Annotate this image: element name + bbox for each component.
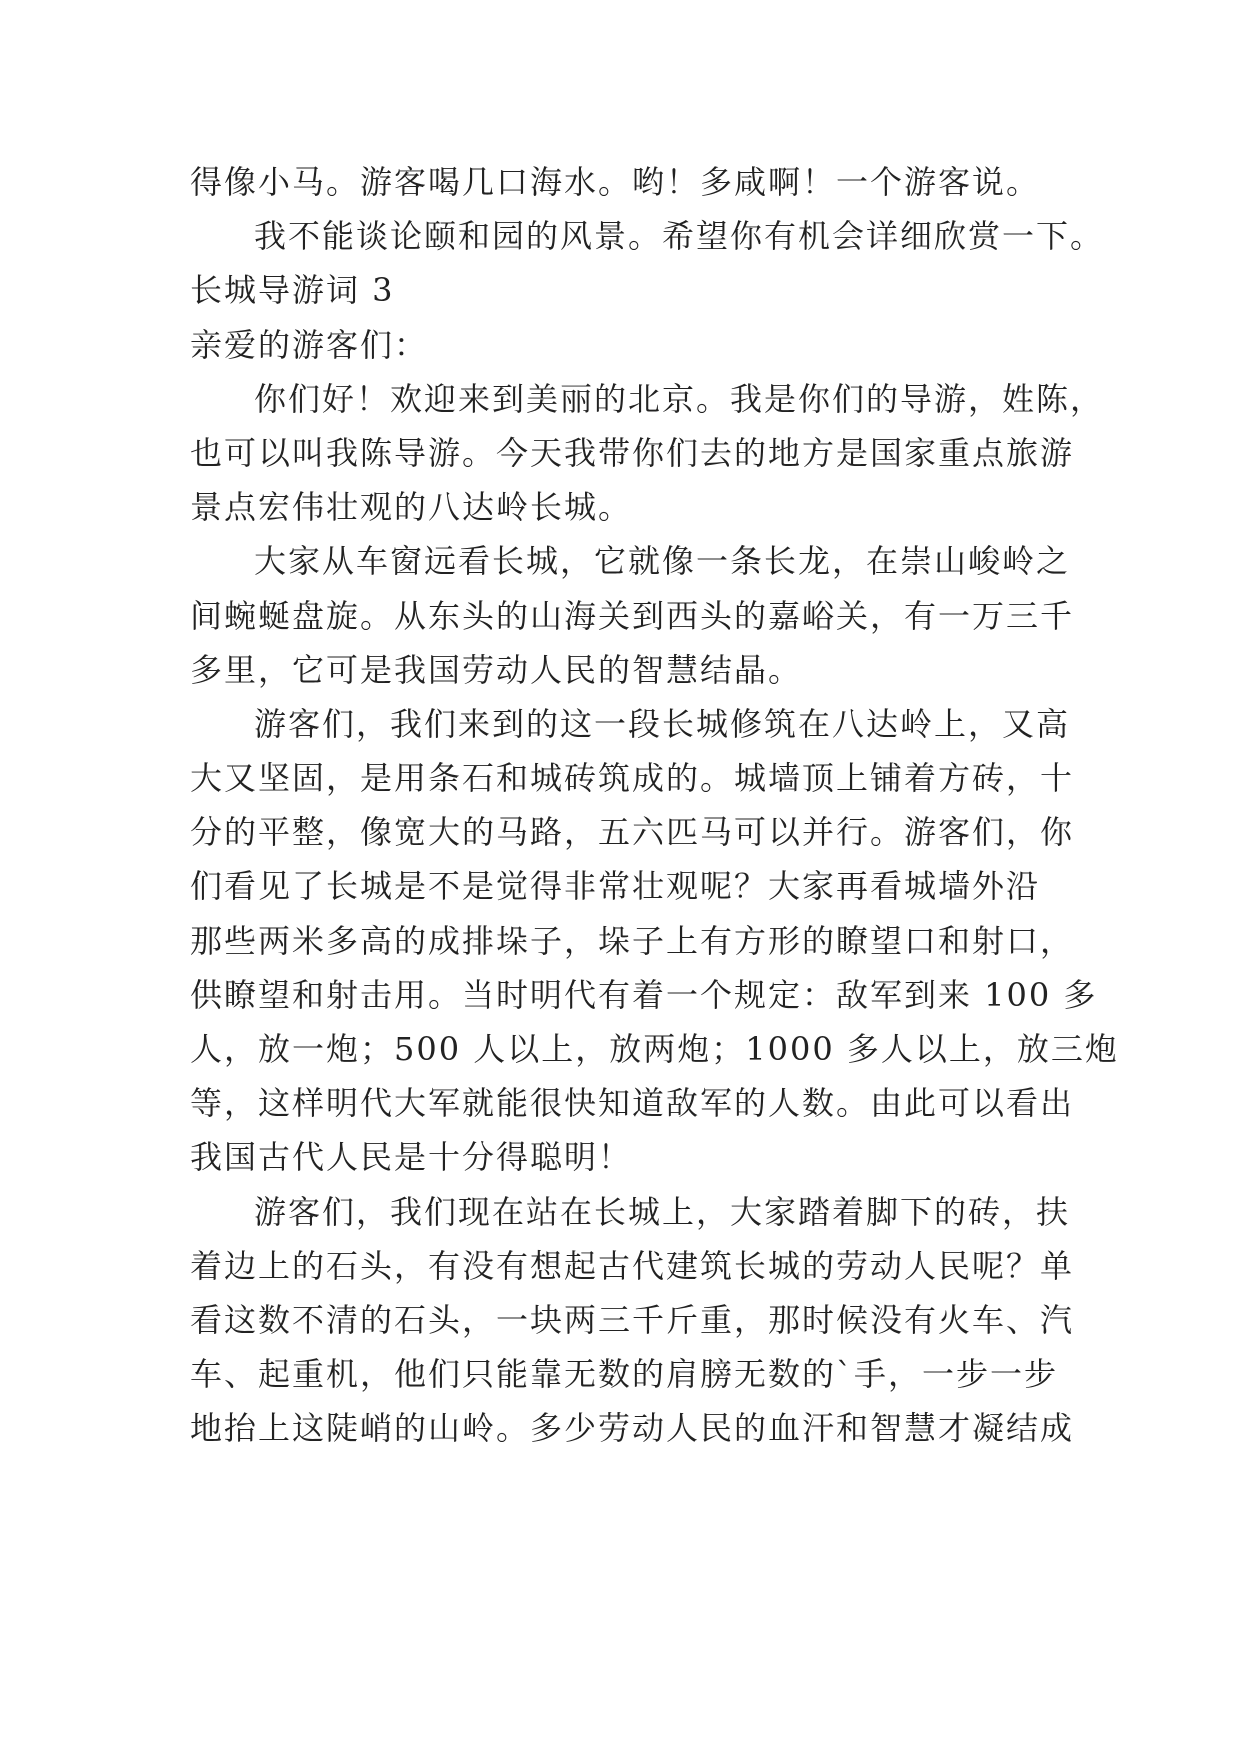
text-line: 供瞭望和射击用。当时明代有着一个规定：敌军到来 100 多 xyxy=(190,975,1098,1014)
text-line: 着边上的石头，有没有想起古代建筑长城的劳动人民呢？单 xyxy=(190,1246,1075,1285)
text-line: 也可以叫我陈导游。今天我带你们去的地方是国家重点旅游 xyxy=(190,433,1075,472)
text-line: 我不能谈论颐和园的风景。希望你有机会详细欣赏一下。 xyxy=(254,217,1105,256)
text-line: 分的平整，像宽大的马路，五六匹马可以并行。游客们，你 xyxy=(190,813,1075,852)
text-line: 多里，它可是我国劳动人民的智慧结晶。 xyxy=(190,650,803,689)
section-heading: 长城导游词 3 xyxy=(190,271,395,310)
text-line: 大又坚固，是用条石和城砖筑成的。城墙顶上铺着方砖，十 xyxy=(190,759,1075,798)
text-line: 游客们，我们来到的这一段长城修筑在八达岭上，又高 xyxy=(254,704,1071,743)
text-line: 游客们，我们现在站在长城上，大家踏着脚下的砖，扶 xyxy=(254,1192,1071,1231)
text-line: 等，这样明代大军就能很快知道敌军的人数。由此可以看出 xyxy=(190,1084,1075,1123)
document-body xyxy=(190,155,1119,1456)
salutation: 亲爱的游客们： xyxy=(190,325,429,364)
text-line: 们看见了长城是不是觉得非常壮观呢？大家再看城墙外沿 xyxy=(190,867,1041,906)
text-line: 看这数不清的石头，一块两三千斤重，那时候没有火车、汽 xyxy=(190,1300,1075,1339)
text-line: 地抬上这陡峭的山岭。多少劳动人民的血汗和智慧才凝结成 xyxy=(190,1409,1075,1448)
text-line: 我国古代人民是十分得聪明！ xyxy=(190,1138,633,1177)
text-line: 人，放一炮；500 人以上，放两炮；1000 多人以上，放三炮 xyxy=(190,1030,1119,1068)
text-line: 大家从车窗远看长城，它就像一条长龙，在崇山峻岭之 xyxy=(254,542,1071,581)
text-line: 那些两米多高的成排垛子，垛子上有方形的瞭望口和射口， xyxy=(190,921,1075,960)
text-line: 间蜿蜒盘旋。从东头的山海关到西头的嘉峪关，有一万三千 xyxy=(190,596,1075,635)
text-line: 你们好！欢迎来到美丽的北京。我是你们的导游，姓陈， xyxy=(254,379,1105,418)
text-line: 得像小马。游客喝几口海水。哟！多咸啊！一个游客说。 xyxy=(190,163,1041,201)
text-line: 车、起重机，他们只能靠无数的肩膀无数的`手，一步一步 xyxy=(190,1355,1059,1394)
text-line: 景点宏伟壮观的八达岭长城。 xyxy=(190,488,633,527)
